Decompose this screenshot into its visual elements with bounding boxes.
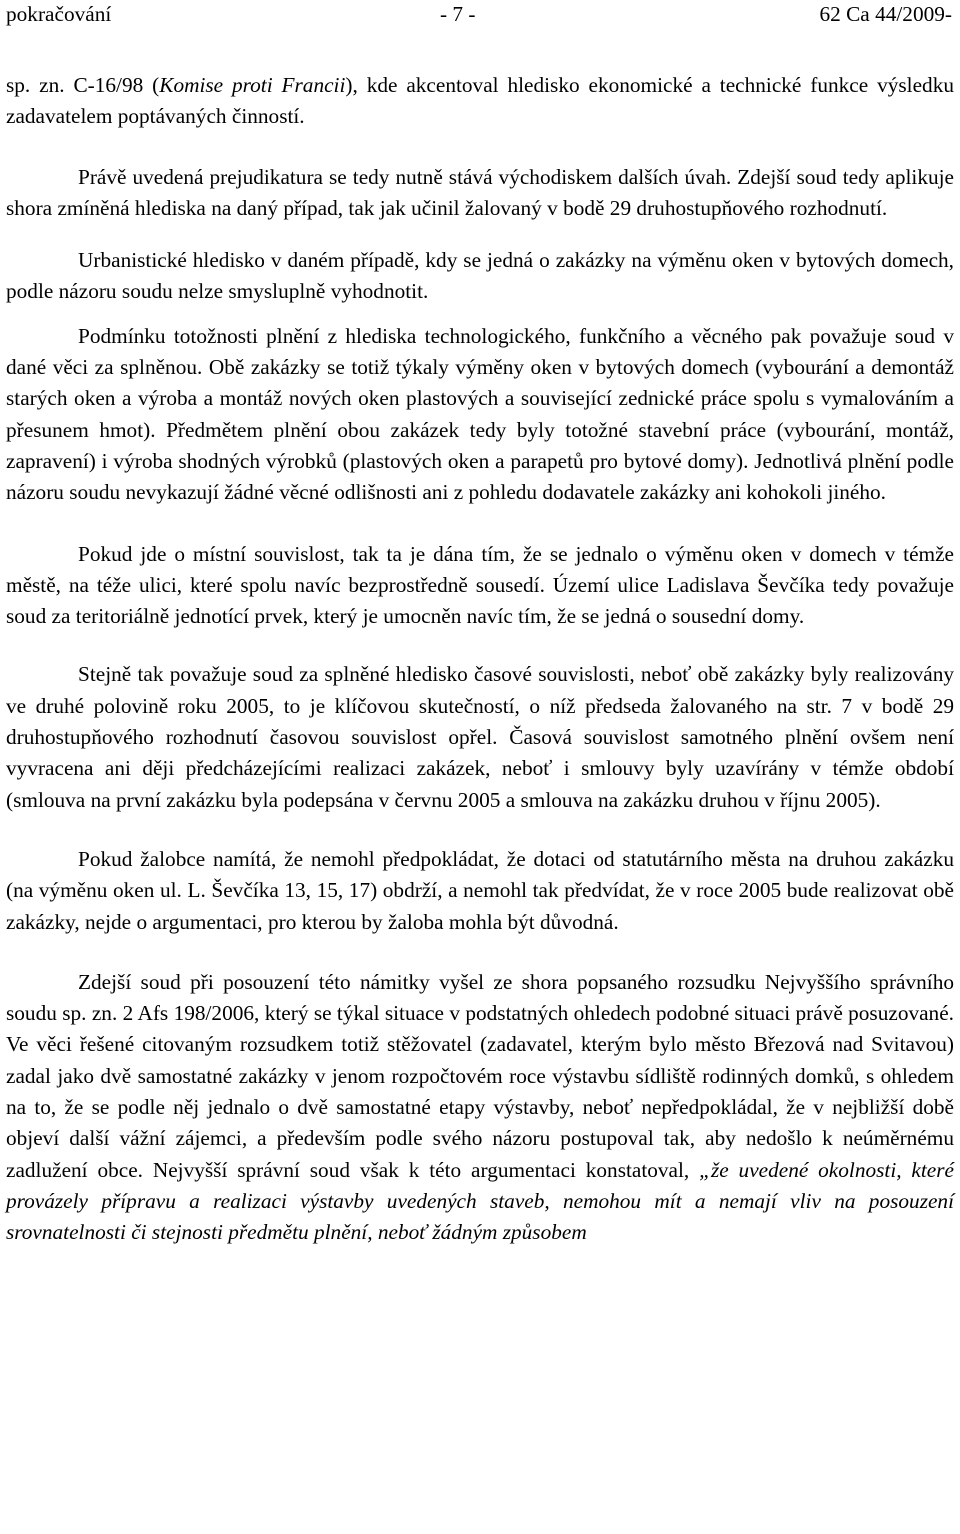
header-continuation: pokračování: [6, 2, 112, 26]
paragraph-casova-souvislost: Stejně tak považuje soud za splněné hledisko časové souvislosti, neboť obě zakázky byly realizovány ve druhé polovině roku 2005, to je klíčovou skutečností, o níž předseda žalovaného na str. 7 v bodě 29 druhostupňového rozhodnutí časovou souvislost opřel. Časová souvislost samotného plnění ovšem není vyvracena ani ději předcházejícími realizaci zakázek, neboť i smlouvy byly uzavírány v témže období (smlouva na první zakázku byla podepsána v červnu 2005 a smlouva na zakázku druhou v říjnu 2005).: [6, 662, 954, 812]
paragraph-totoznost-plneni: Podmínku totožnosti plnění z hlediska technologického, funkčního a věcného pak považuje soud v dané věci za splněnou. Obě zakázky se totiž týkaly výměny oken v bytových domech (vybourání a demontáž starých oken a výroba a montáž nových oken plastových a související zednické práce spolu s vymalováním a přesunem hmot). Předmětem plnění obou zakázek tedy byly totožné stavební práce (vybourání, montáž, zapravení) i výroba shodných výrobků (plastových oken a parapetů pro bytové domy). Jednotlivá plnění podle názoru soudu nevykazují žádné věcné odlišnosti ani z pohledu dodavatele zakázky ani kohokoli jiného.: [6, 323, 954, 505]
document-body: [6, 70, 954, 1249]
page-header: [6, 2, 952, 32]
case-number: 62 Ca 44/2009-: [819, 2, 952, 26]
p0-after: ), kde akcentoval hledisko ekonomické a technické funkce výsledku zadavatelem poptávaných činností.: [6, 73, 954, 129]
p7-italic-quote: „že uvedené okolnosti, které provázely přípravu a realizaci výstavby uvedených staveb, nemohou mít a nemají vliv na posouzení srovnatelnosti či stejnosti předmětu plnění, neboť žádným způsobem: [6, 1157, 954, 1245]
page-number: - 7 -: [440, 2, 476, 26]
paragraph-mistni-souvislost: Pokud jde o místní souvislost, tak ta je dána tím, že se jednalo o výměnu oken v domech v témže městě, na téže ulici, které spolu navíc bezprostředně sousedí. Území ulice Ladislava Ševčíka tedy považuje soud za teritoriálně jednotící prvek, který je umocněn navíc tím, že se jedná o sousední domy.: [6, 541, 954, 629]
paragraph-namitka-zalobce: Pokud žalobce namítá, že nemohl předpokládat, že dotaci od statutárního města na druhou zakázku (na výměnu oken ul. L. Ševčíka 13, 15, 17) obdrží, a nemohl tak předvídat, že v roce 2005 bude realizovat obě zakázky, nejde o argumentaci, pro kterou by žaloba mohla být důvodná.: [6, 846, 954, 934]
paragraph-urbanisticke-hledisko: Urbanistické hledisko v daném případě, kdy se jedná o zakázky na výměnu oken v bytových domech, podle názoru soudu nelze smysluplně vyhodnotit.: [6, 248, 954, 304]
p0-before: sp. zn. C-16/98 (: [6, 73, 160, 97]
paragraph-nss-rozsudek: [6, 967, 954, 1249]
p0-italic-case: Komise proti Francii: [159, 73, 346, 97]
paragraph-continuation: [6, 70, 954, 133]
paragraph-prejudikatura: Právě uvedená prejudikatura se tedy nutně stává východiskem dalších úvah. Zdejší soud tedy aplikuje shora zmíněná hlediska na daný případ, tak jak učinil žalovaný v bodě 29 druhostupňového rozhodnutí.: [6, 164, 954, 220]
p7-before: Zdejší soud při posouzení této námitky vyšel ze shora popsaného rozsudku Nejvyššího správního soudu sp. zn. 2 Afs 198/2006, který se týkal situace v podstatných ohledech podobné situaci právě posuzované. Ve věci řešené citovaným rozsudkem totiž stěžovatel (zadavatel, kterým bylo město Březová nad Svitavou) zadal jako dvě samostatné zakázky v jenom rozpočtovém roce výstavbu sídliště rodinných domků, s ohledem na to, že se podle něj jednalo o dvě samostatné etapy výstavby, neboť nepředpokládal, že v nejbližší době objeví další vážní zájemci, a především podle svého názoru postupoval tak, aby nedošlo k neúměrnému zadlužení obce. Nejvyšší správní soud však k této argumentaci konstatoval,: [6, 969, 954, 1182]
